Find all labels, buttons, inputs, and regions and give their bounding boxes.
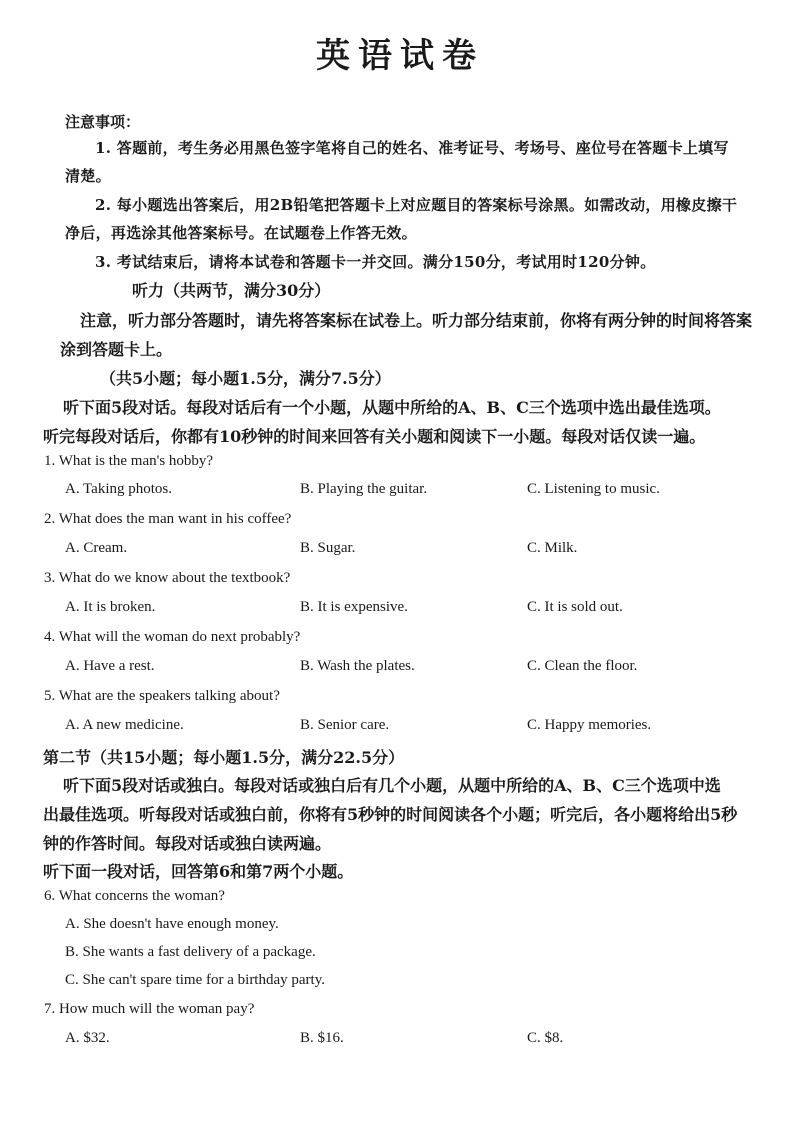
section2-instruction-line-2: 出最佳选项。听每段对话或独白前，你将有5秒钟的时间阅读各个小题；听完后，各小题将给出5秒 (43, 805, 738, 824)
question-5-option-a: A. A new medicine. (65, 717, 184, 733)
question-3-option-c: C. It is sold out. (527, 599, 623, 615)
question-6-option-a: A. She doesn't have enough money. (65, 916, 279, 932)
question-7-option-c: C. $8. (527, 1030, 564, 1046)
question-7: 7. How much will the woman pay? (44, 1001, 255, 1017)
question-4-option-b: B. Wash the plates. (300, 658, 415, 674)
section2-heading: 第二节（共15小题；每小题1.5分，满分22.5分） (43, 748, 405, 767)
question-4: 4. What will the woman do next probably? (44, 629, 301, 645)
question-5-option-c: C. Happy memories. (527, 717, 652, 733)
question-7-option-a: A. $32. (65, 1030, 110, 1046)
question-4-option-c: C. Clean the floor. (527, 658, 638, 674)
section1-heading: （共5小题；每小题1.5分，满分7.5分） (100, 369, 391, 388)
question-5: 5. What are the speakers talking about? (44, 688, 280, 704)
question-6-option-c: C. She can't spare time for a birthday party. (65, 972, 325, 988)
question-1-option-b: B. Playing the guitar. (300, 481, 428, 497)
question-4-option-a: A. Have a rest. (65, 658, 155, 674)
question-1: 1. What is the man's hobby? (44, 453, 214, 469)
question-2: 2. What does the man want in his coffee? (44, 511, 292, 527)
note-1-line-1: 1. 答题前，考生务必用黑色签字笔将自己的姓名、准考证号、考场号、座位号在答题卡上填写 (95, 139, 729, 157)
question-6: 6. What concerns the woman? (44, 888, 225, 904)
section2-sub-instruction: 听下面一段对话，回答第6和第7两个小题。 (43, 862, 354, 881)
question-2-option-a: A. Cream. (65, 540, 128, 556)
section2-instruction-line-1: 听下面5段对话或独白。每段对话或独白后有几个小题，从题中所给的A、B、C三个选项中选 (63, 776, 721, 795)
listening-note-line-1: 注意，听力部分答题时，请先将答案标在试卷上。听力部分结束前，你将有两分钟的时间将答案 (80, 311, 753, 330)
note-3: 3. 考试结束后，请将本试卷和答题卡一并交回。满分150分，考试用时120分钟。 (95, 253, 656, 271)
question-1-option-c: C. Listening to music. (527, 481, 660, 497)
question-7-option-b: B. $16. (300, 1030, 344, 1046)
note-2-line-1: 2. 每小题选出答案后，用2B铅笔把答题卡上对应题目的答案标号涂黑。如需改动，用橡皮擦干 (95, 196, 738, 214)
question-2-option-b: B. Sugar. (300, 540, 356, 556)
question-2-option-c: C. Milk. (527, 540, 578, 556)
page-title: 英语试卷 (316, 36, 484, 76)
question-3-option-a: A. It is broken. (65, 599, 156, 615)
listening-heading: 听力（共两节，满分30分） (132, 281, 331, 300)
note-2-line-2: 净后，再选涂其他答案标号。在试题卷上作答无效。 (65, 224, 417, 242)
question-5-option-b: B. Senior care. (300, 717, 390, 733)
section1-instruction-line-1: 听下面5段对话。每段对话后有一个小题，从题中所给的A、B、C三个选项中选出最佳选项。 (63, 398, 721, 417)
question-3: 3. What do we know about the textbook? (44, 570, 291, 586)
notes-heading: 注意事项： (65, 113, 141, 131)
listening-note-line-2: 涂到答题卡上。 (60, 340, 173, 359)
section2-instruction-line-3: 钟的作答时间。每段对话或独白读两遍。 (43, 834, 332, 853)
note-1-line-2: 清楚。 (65, 167, 111, 185)
section1-instruction-line-2: 听完每段对话后，你都有10秒钟的时间来回答有关小题和阅读下一小题。每段对话仅读一遍。 (43, 427, 706, 446)
question-3-option-b: B. It is expensive. (300, 599, 408, 615)
question-6-option-b: B. She wants a fast delivery of a package. (65, 944, 316, 960)
question-1-option-a: A. Taking photos. (65, 481, 173, 497)
